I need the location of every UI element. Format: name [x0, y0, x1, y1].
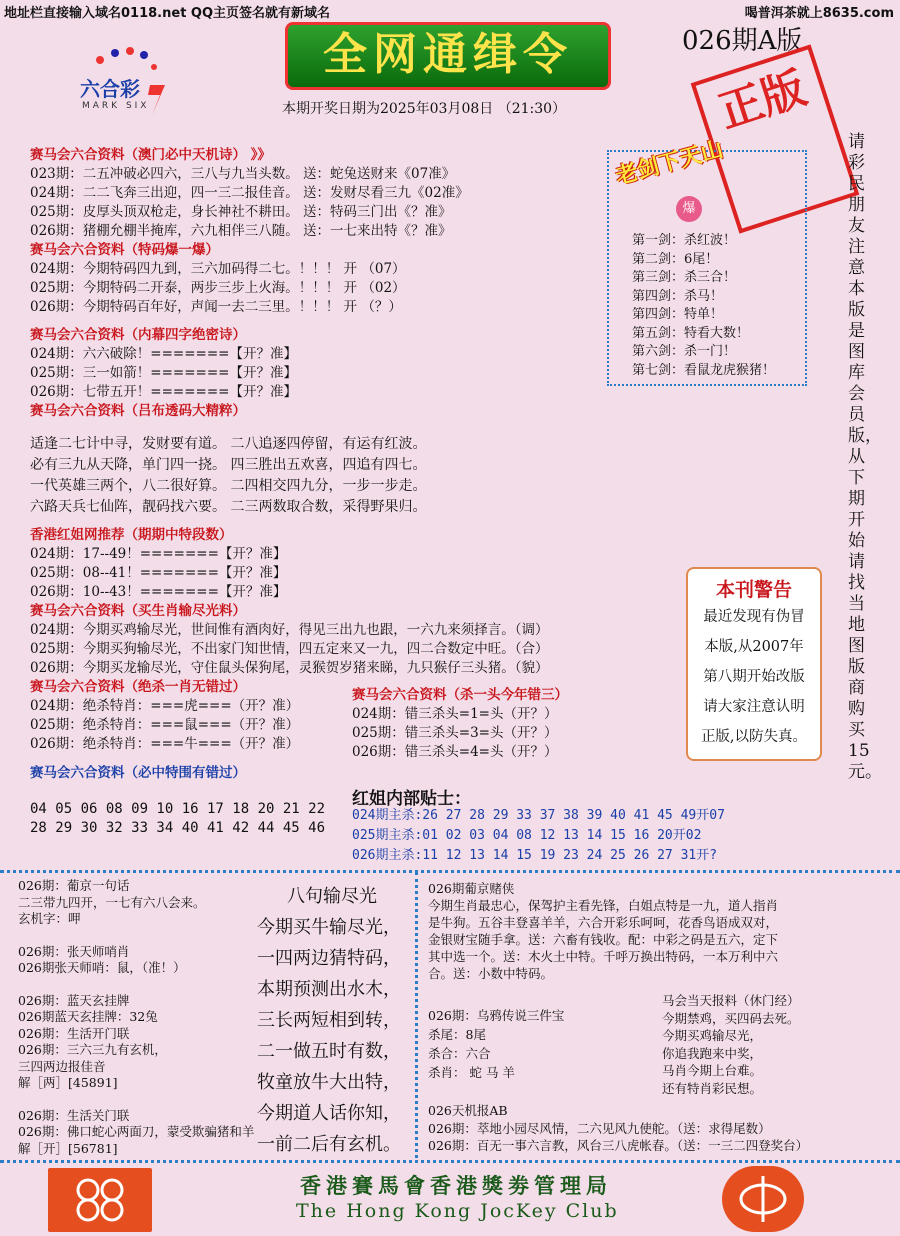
warning-line: 最近发现有伪冒: [703, 609, 805, 625]
list-item: 玄机字：呷: [18, 911, 81, 926]
list-item: 三四两边报佳音: [18, 1058, 106, 1074]
warning-line: 第八期开始改版: [703, 669, 805, 685]
list-item: 026期：蓝天玄挂牌: [18, 992, 130, 1008]
list-item: 023期：二五冲破必四六，三八与九当头数。 送：蛇兔送财来《07准》: [30, 166, 456, 182]
list-item: 你追我跑来中奖，: [662, 1045, 763, 1061]
list-item: 杀合：六合: [428, 1046, 491, 1061]
authentic-stamp: 正版: [691, 44, 860, 233]
lvbu-poem: [30, 434, 426, 518]
list-item: 026期：今期特码百年好，声闻一去二三里。！！！ 开 （？）: [30, 299, 402, 315]
jockey-club-logo-right: [722, 1166, 804, 1232]
red-sister-title: 红姐内部贴士：: [352, 789, 471, 809]
list-item: 026期：佛口蛇心两面刀，蒙受欺骗猪和羊: [18, 1124, 255, 1139]
number-row: 04 05 06 08 09 10 16 17 18 20 21 22: [30, 801, 326, 817]
list-item: 第二剑：6尾！: [632, 251, 719, 267]
section-title: 赛马会六合资料（吕布透码大精粹）: [30, 403, 246, 419]
list-item: 今期买牛输尽光，: [257, 917, 401, 938]
list-item: 024期：绝杀特肖：===虎===（开？准）: [30, 698, 300, 714]
emblem-icon: [722, 1166, 804, 1232]
list-item: 今期买鸡输尽光，: [662, 1028, 763, 1043]
draw-date: 本期开奖日期为2025年03月08日 （21:30）: [282, 101, 567, 117]
eight-lines-poem: [257, 881, 407, 1160]
list-item: 二三带九四开，一七有六八会来。: [18, 894, 206, 910]
list-item: 024期：17--49！=======【开？准】: [30, 546, 287, 562]
list-item: 马会当天报料（休门经）: [662, 993, 800, 1008]
section-title: 赛马会六合资料（内幕四字绝密诗）: [30, 327, 246, 343]
crow-panel: [428, 1006, 564, 1082]
top-banner: [0, 0, 900, 22]
section-title: 赛马会六合资料（澳门必中天机诗） 》》: [30, 147, 271, 163]
list-item: 牧童放牛大出特，: [257, 1072, 401, 1093]
list-item: 024期：今期买鸡输尽光，世间惟有酒肉好，得见三出九也跟，一六九来须择言。（调）: [30, 622, 549, 638]
section-title: 赛马会六合资料（买生肖输尽光料）: [30, 603, 246, 619]
range-numbers: [30, 800, 325, 838]
number-row: 28 29 30 32 33 34 40 41 42 44 45 46: [30, 820, 326, 836]
poem-title: 八句输尽光: [287, 886, 377, 907]
page-title: 全网通缉令: [285, 22, 611, 90]
tea-ad: 喝普洱茶就上8635.com: [744, 6, 894, 21]
list-item: 第三剑：杀三合！: [632, 270, 737, 285]
list-item: 026期：猪棚允棚半掩库，六九相伴三八随。 送：一七来出特《？准》: [30, 223, 452, 239]
list-item: 025期主杀:01 02 03 04 08 12 13 14 15 16 20开02: [352, 828, 702, 843]
warning-box: [686, 567, 822, 761]
sword-badge: 爆: [676, 196, 702, 222]
section-title: 赛马会六合资料（绝杀一肖无错过）: [30, 679, 246, 695]
list-item: 026期：10--43！=======【开？准】: [30, 584, 287, 600]
section-title: 赛马会六合资料（特码爆一爆）: [30, 242, 219, 258]
list-item: 026期：乌鸦传说三件宝: [428, 1008, 565, 1023]
logo-subtext: MARK SIX: [82, 101, 150, 111]
list-item: 026期张天师哨：鼠，（准！）: [18, 960, 186, 975]
jockey-club-logo-left: [48, 1168, 152, 1232]
list-item: 026期：绝杀特肖：===牛===（开？准）: [30, 736, 300, 752]
list-item: 第四剑：特单！: [632, 307, 724, 322]
list-item: 025期：皮厚头顶双枪走，身长神社不耕田。 送：特码三门出《？准》: [30, 204, 452, 220]
list-item: 024期主杀:26 27 28 29 33 37 38 39 40 41 45 49开07: [352, 808, 725, 823]
section-special-range: [30, 764, 246, 783]
list-item: 025期：今期特码二开泰，两步三步上火海。！！！ 开 （02）: [30, 280, 406, 296]
list-item: 第六剑：杀一门！: [632, 344, 737, 359]
section-tianji: [30, 146, 469, 317]
footer-divider: [0, 1160, 900, 1163]
ab-panel: [428, 1102, 808, 1155]
list-item: 今期生肖最忠心，保驾护主看先锋，白姐点特是一九，道人指肖: [428, 898, 779, 913]
list-item: 026期主杀:11 12 13 14 15 19 23 24 25 26 27 31开?: [352, 848, 718, 863]
list-item: 一四两边猜特码，: [257, 948, 401, 969]
list-item: 026期：今期买龙输尽光，守住鼠头保狗尾，灵猴贺岁猪来睇，九只猴仔三头猪。（貌）: [30, 660, 549, 676]
list-item: 合。送：小数中特码。: [428, 966, 554, 981]
list-item: 026期：错三杀头=4=头（开？）: [352, 744, 558, 760]
warning-line: 本版,从2007年: [704, 639, 804, 655]
list-item: 第四剑：杀马！: [632, 288, 724, 304]
list-item: 第一剑：杀红波！: [632, 233, 737, 248]
list-item: 026期：张天师哨肖: [18, 943, 130, 959]
list-item: 二一做五时有数，: [257, 1041, 401, 1062]
bottom-right-panel: [428, 880, 778, 982]
list-item: 026期：葡京一句话: [18, 878, 130, 893]
list-item: 解［开］[56781]: [18, 1140, 118, 1156]
vertical-notice: 请彩民朋友注意本版是图库会员版，从下期开始请找当地图版商购买15元。: [848, 132, 882, 782]
list-item: 026期：三六三九有玄机，: [18, 1042, 167, 1057]
list-item: 本期预测出水木，: [257, 979, 401, 1000]
list-item: 026期：百无一事六言教，风台三八虎帐春。（送：一三二四登奖台）: [428, 1138, 809, 1153]
list-item: 适逢二七计中寻，发财要有道。 二八追逐四停留，有运有红波。: [30, 436, 427, 452]
footer-title: 香港賽馬會香港獎劵管理局: [300, 1173, 612, 1198]
logo-text: 六合彩: [80, 77, 140, 101]
footer-subtitle: The Hong Kong JocKey Club: [296, 1200, 619, 1222]
sword-title: 老剑下天山: [612, 136, 726, 190]
section-kill-head: [352, 686, 568, 762]
list-item: 025期：绝杀特肖：===鼠===（开？准）: [30, 717, 300, 733]
warning-line: 请大家注意认明: [703, 699, 805, 715]
list-item: 026期：生活开门联: [18, 1025, 130, 1041]
sword-list: [632, 232, 775, 380]
bottom-left-panel: [18, 878, 254, 1157]
list-item: 024期：今期特码四九到，三六加码得二七。！！！ 开 （07）: [30, 261, 406, 277]
mark-six-logo: [70, 45, 190, 125]
list-item: 026期：萃地小园尽风情，二六见风九使舵。（送：求得尾数）: [428, 1120, 771, 1136]
list-item: 026天机报AB: [428, 1103, 508, 1118]
list-item: 024期：二二飞奔三出迎，四一三二报佳音。 送：发财尽看三九《02准》: [30, 185, 469, 201]
list-item: 026期葡京赌侠: [428, 881, 515, 896]
domain-notice: 地址栏直接输入域名0118.net QQ主页签名就有新域名: [4, 6, 331, 21]
section-four-words: [30, 326, 297, 421]
list-item: 杀肖： 蛇 马 羊: [428, 1065, 515, 1080]
list-item: 杀尾：8尾: [428, 1027, 486, 1042]
list-item: 025期：三一如箭！=======【开？准】: [30, 365, 297, 381]
red-sister-tips: [352, 806, 725, 866]
knot-icon: [48, 1168, 152, 1232]
list-item: 024期：六六破除！=======【开？准】: [30, 346, 297, 362]
list-item: 第五剑：特看大数！: [632, 325, 750, 341]
list-item: 一前二后有玄机。: [257, 1134, 401, 1155]
list-item: 024期：错三杀头=1=头（开？）: [352, 706, 558, 722]
list-item: 025期：08--41！=======【开？准】: [30, 565, 287, 581]
warning-line: 正版,以防失真。: [700, 729, 808, 745]
section-title: 赛马会六合资料（杀一头今年错三）: [352, 687, 568, 703]
list-item: 六路天兵七仙阵，靓码找六要。 二三两数取合数，采得野果归。: [30, 499, 427, 515]
warning-title: 本刊警告: [715, 579, 792, 601]
list-item: 还有特肖彩民想。: [662, 1080, 763, 1096]
list-item: 025期：错三杀头=3=头（开？）: [352, 725, 558, 741]
section-divider: [0, 870, 900, 873]
list-item: 三长两短相到转，: [257, 1010, 401, 1031]
list-item: 今期禁鸡，买四码去死。: [662, 1010, 800, 1026]
list-item: 今期道人话你知，: [257, 1103, 401, 1124]
list-item: 马肖今期上台难。: [662, 1063, 763, 1078]
section-title: 香港红姐网推荐（期期中特段数）: [30, 527, 233, 543]
list-item: 026期蓝天玄挂牌：32兔: [18, 1009, 158, 1024]
column-divider: [415, 872, 418, 1158]
list-item: 025期：今期买狗输尽光，不出家门知世情，四五定来又一九，四二合数定中旺。（合）: [30, 641, 549, 657]
list-item: 其中选一个。送：木火土中特。千呼万换出特码，一本万利中六: [428, 949, 779, 964]
list-item: 解［两］[45891]: [18, 1075, 118, 1090]
list-item: 必有三九从天降，单门四一挠。 四三胜出五欢喜，四追有四七。: [30, 457, 427, 473]
list-item: 金银财宝随手拿。送：六畜有钱收。配：中彩之码是五六，定下: [428, 932, 779, 947]
list-item: 是牛狗。五谷丰登喜羊羊，六合开彩乐呵呵，花香鸟语成双对，: [428, 915, 779, 930]
list-item: 026期：生活关门联: [18, 1107, 130, 1123]
list-item: 第七剑：看鼠龙虎猴猪！: [632, 362, 776, 378]
horse-panel: [662, 992, 800, 1097]
list-item: 026期：七带五开！=======【开？准】: [30, 384, 297, 400]
issue-label: 026期A版: [682, 26, 803, 56]
list-item: 一代英雄三两个，八二很好算。 二四相交四九分，一步一步走。: [30, 478, 427, 494]
section-title: 赛马会六合资料（必中特围有错过）: [30, 765, 246, 781]
